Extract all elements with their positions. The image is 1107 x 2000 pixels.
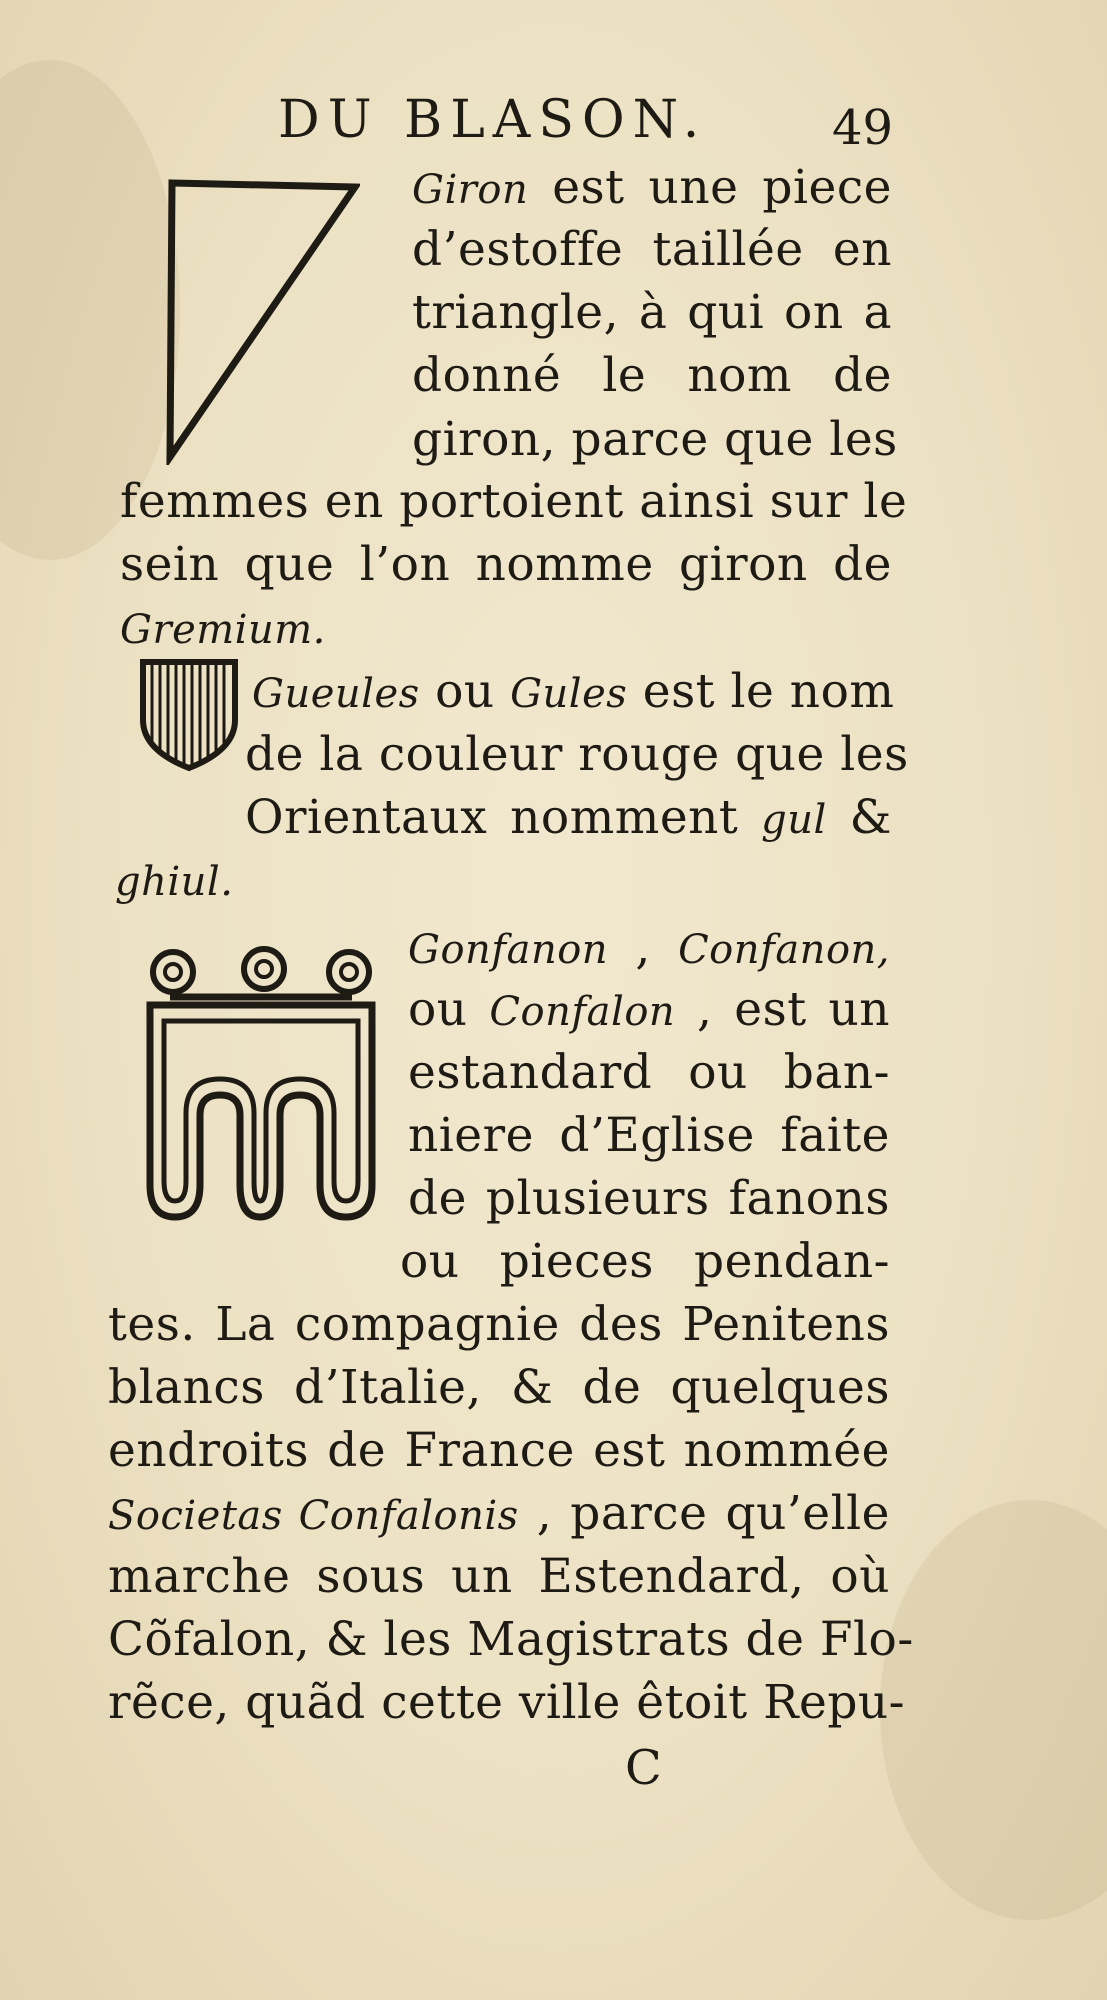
text-run: de plusieurs fanons [408, 1171, 890, 1226]
gueules-shield-illustration [138, 658, 240, 773]
gueules-line [252, 662, 895, 724]
text-run: sein que l’on nomme giron de [120, 537, 892, 592]
gueules-line [115, 850, 233, 912]
text-run: marche sous un Estendard, où [108, 1549, 890, 1604]
text-run: est une piece [528, 160, 892, 215]
signature-mark: C [625, 1740, 662, 1796]
italic-term: Gules [510, 671, 628, 717]
giron-line [412, 220, 892, 280]
gonfanon-line [108, 1484, 890, 1546]
text-run: donné le nom de [412, 348, 892, 403]
gonfanon-line [108, 1673, 906, 1733]
text-run: , est un [675, 982, 890, 1037]
text-run: ou [408, 982, 490, 1037]
text-run: giron, parce que les [412, 412, 898, 467]
italic-term: Societas Confalonis [108, 1493, 519, 1539]
gonfanon-line [408, 1043, 890, 1103]
text-run: rẽce, quãd cette ville êtoit Repu- [108, 1675, 906, 1730]
italic-term: Confanon, [678, 927, 890, 973]
giron-line [412, 410, 898, 470]
italic-term: gul [761, 797, 827, 843]
text-run: ou [419, 664, 511, 719]
text-run: ou pieces pendan- [400, 1234, 890, 1289]
italic-term: Gueules [252, 671, 420, 717]
text-run: , [608, 920, 679, 975]
italic-term: Gremium. [120, 607, 326, 653]
gueules-line [245, 788, 892, 850]
running-header: DU BLASON. [278, 90, 708, 150]
text-run: d’estoffe taillée en [412, 222, 892, 277]
giron-line [120, 535, 892, 595]
giron-line [120, 472, 908, 532]
italic-term: ghiul. [115, 859, 234, 905]
text-run: tes. La compagnie des Penitens [108, 1297, 890, 1352]
giron-line [120, 598, 326, 660]
text-run: & [826, 790, 893, 845]
text-run: femmes en portoient ainsi sur le [120, 474, 908, 529]
text-run: , parce qu’elle [518, 1486, 890, 1541]
text-run: est le nom [627, 664, 895, 719]
text-run: blancs d’Italie, & de quelques [108, 1360, 890, 1415]
gonfanon-banner-illustration [140, 945, 380, 1230]
gonfanon-line [408, 980, 890, 1042]
text-run: estandard ou ban- [408, 1045, 890, 1100]
gonfanon-line [108, 1610, 914, 1670]
italic-term: Giron [412, 167, 529, 213]
text-run: endroits de France est nommée [108, 1423, 890, 1478]
italic-term: Gonfanon [408, 927, 609, 973]
gonfanon-line [108, 1547, 890, 1607]
text-run: Orientaux nomment [245, 790, 762, 845]
giron-line [412, 346, 892, 406]
page-number: 49 [832, 100, 894, 156]
giron-line [412, 283, 892, 343]
gonfanon-line [408, 1169, 890, 1229]
text-run: de la couleur rouge que les [245, 727, 909, 782]
text-run: triangle, à qui on a [412, 285, 892, 340]
gonfanon-line [108, 1421, 890, 1481]
gonfanon-line [408, 1106, 890, 1166]
text-run: niere d’Eglise faite [408, 1108, 890, 1163]
gonfanon-line [108, 1358, 890, 1418]
gonfanon-line [408, 918, 890, 980]
giron-triangle-illustration [160, 175, 360, 465]
gueules-line [245, 725, 909, 785]
italic-term: Confalon [489, 989, 676, 1035]
text-run: Cõfalon, & les Magistrats de Flo- [108, 1612, 914, 1667]
gonfanon-line [400, 1232, 890, 1292]
gonfanon-line [108, 1295, 890, 1355]
giron-line [412, 158, 892, 220]
